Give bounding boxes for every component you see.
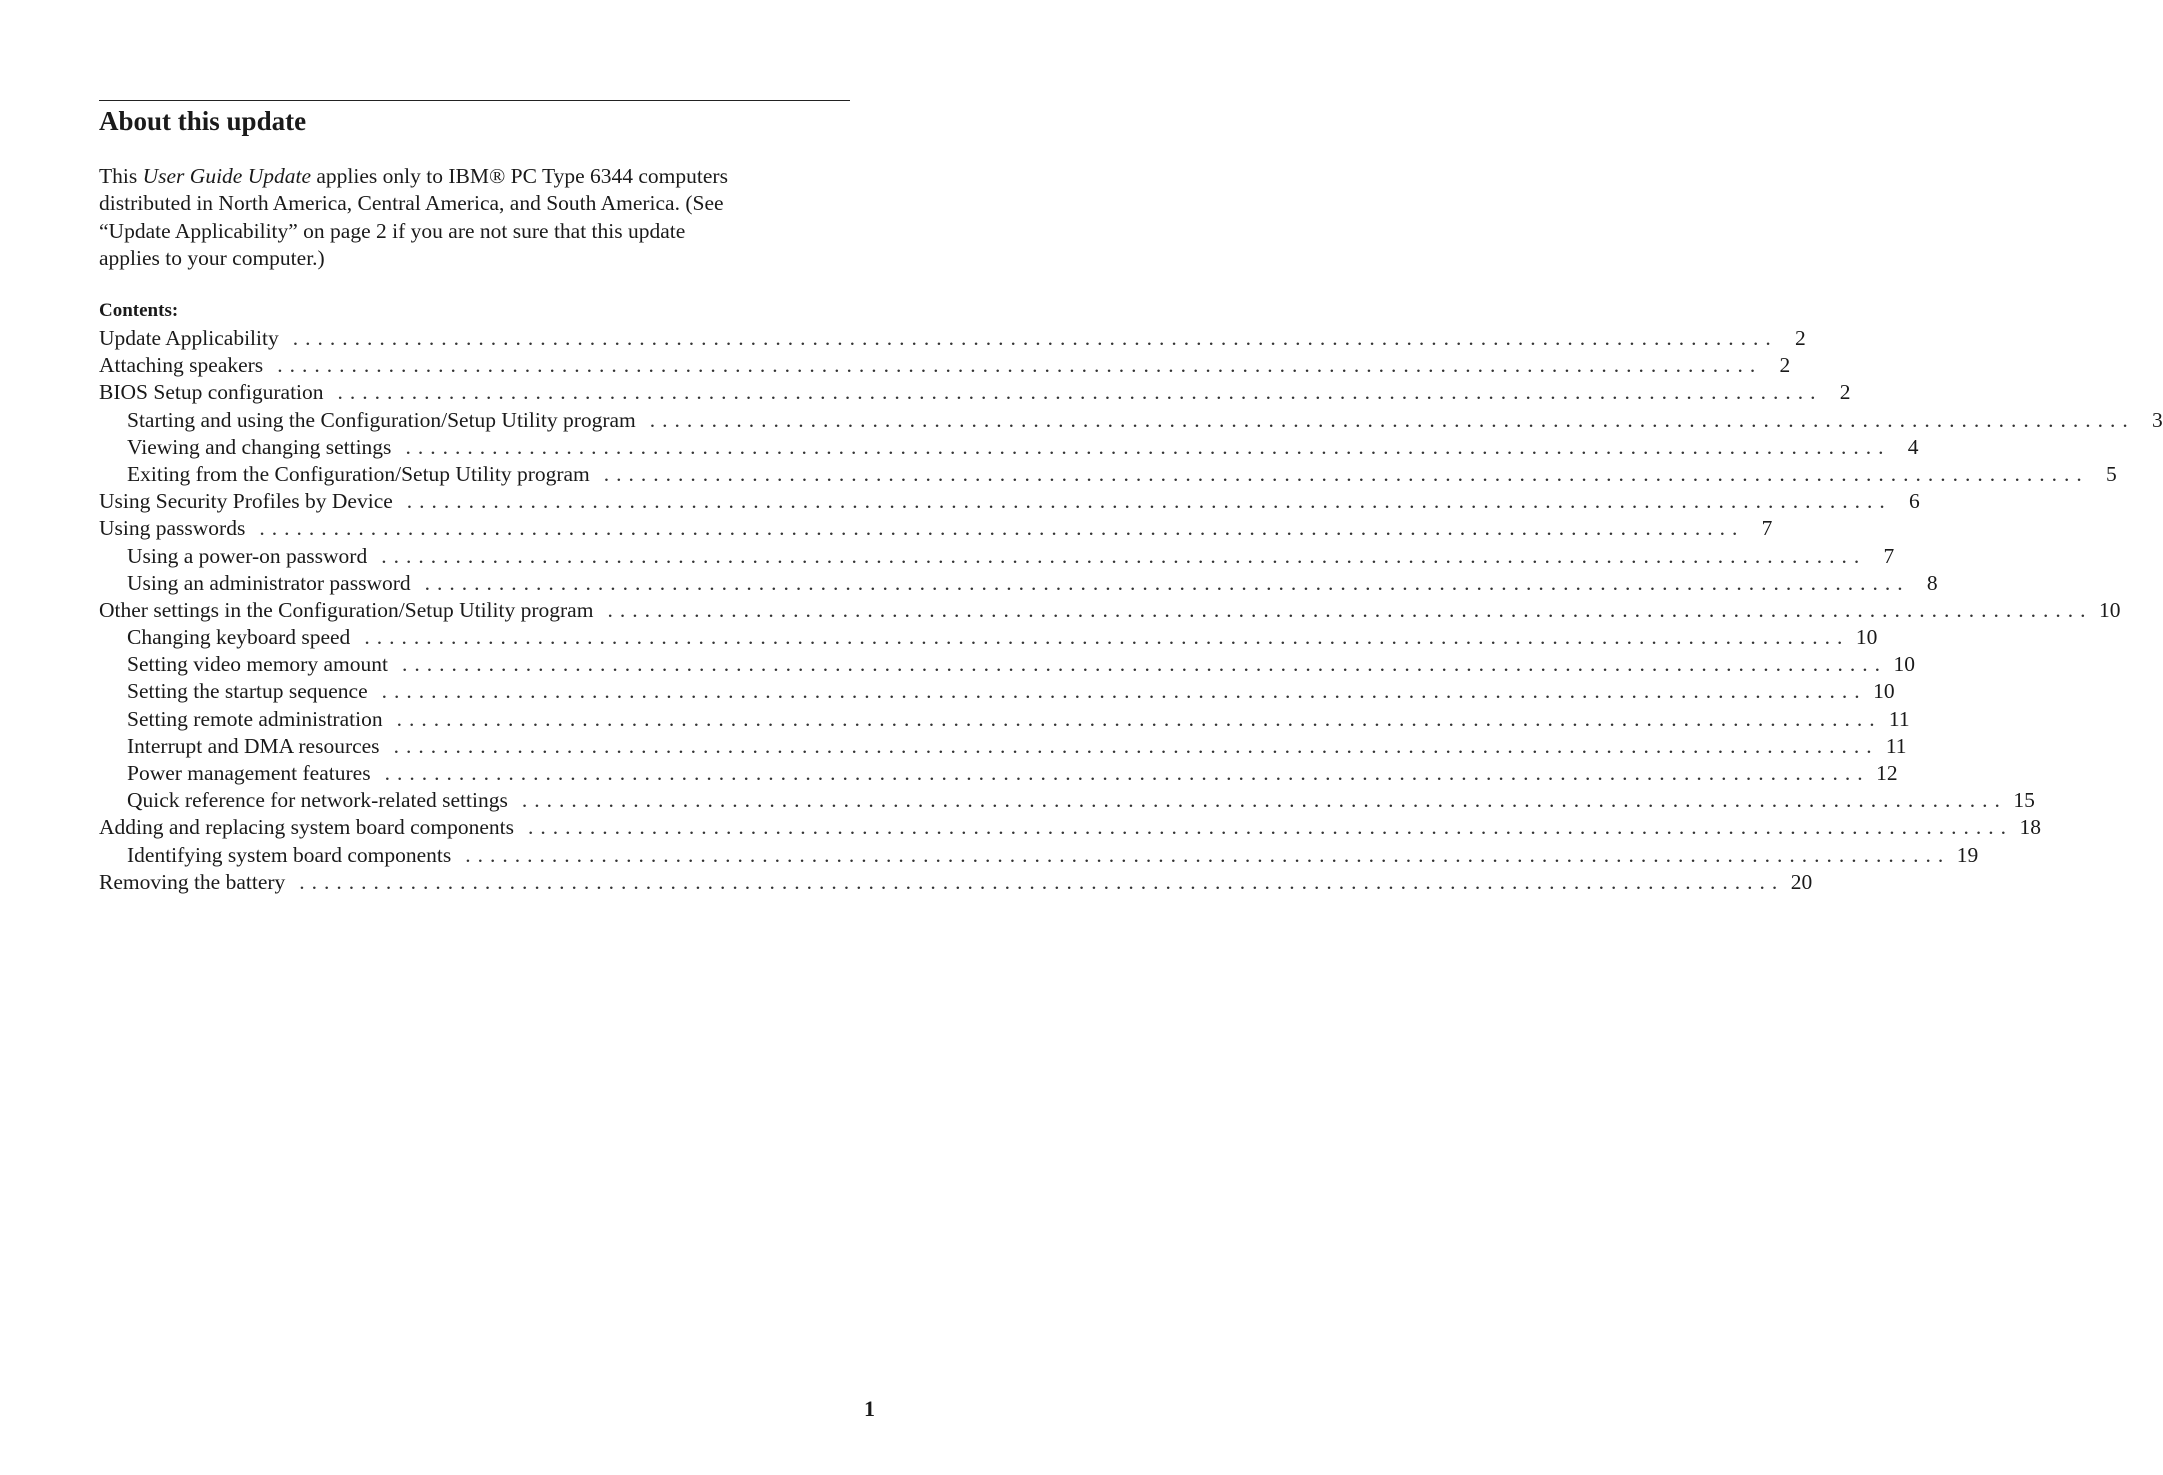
intro-document-title: User Guide Update: [142, 164, 311, 188]
toc-dot-leader: ........................................................................................................................: [607, 597, 2093, 622]
toc-dot-leader: ........................................................................................................................: [381, 679, 1867, 704]
toc-subentry[interactable]: [99, 706, 1910, 733]
toc-entry-page: 11: [1888, 706, 1910, 731]
intro-line-1: [99, 163, 850, 190]
toc-subentry[interactable]: [99, 461, 2117, 488]
toc-dot-leader: ........................................................................................................................: [465, 842, 1951, 867]
toc-entry[interactable]: [99, 597, 2121, 624]
toc-subentry[interactable]: [99, 624, 1878, 651]
table-of-contents: [99, 325, 2163, 896]
intro-line-1-end: applies only to IBM® PC Type 6344 computers: [311, 164, 728, 188]
toc-entry-page: 4: [1907, 434, 1919, 459]
toc-entry-page: 8: [1926, 570, 1938, 595]
toc-entry-title: Identifying system board components: [127, 842, 452, 867]
toc-entry-page: 20: [1790, 869, 1813, 894]
toc-entry-title: Removing the battery: [99, 869, 286, 894]
toc-dot-leader: ........................................................................................................................: [384, 761, 1870, 785]
toc-dot-leader: ........................................................................................................................: [364, 625, 1850, 650]
toc-subentry[interactable]: [99, 570, 1938, 597]
toc-entry-title: Viewing and changing settings: [127, 434, 392, 459]
intro-line-1-start: This: [99, 164, 143, 188]
toc-entry-page: 7: [1761, 516, 1773, 541]
toc-entry[interactable]: [99, 352, 1791, 379]
toc-dot-leader: ........................................................................................................................: [405, 434, 1891, 459]
toc-subentry[interactable]: [99, 842, 1979, 869]
toc-entry-title: Power management features: [127, 761, 371, 785]
toc-entry-page: 2: [1839, 380, 1851, 405]
toc-entry-title: Interrupt and DMA resources: [127, 733, 380, 758]
toc-entry-page: 6: [1909, 489, 1920, 514]
toc-dot-leader: ........................................................................................................................: [406, 489, 1892, 514]
toc-subentry[interactable]: [99, 543, 1895, 570]
toc-subentry[interactable]: [99, 787, 2035, 814]
toc-entry-title: Update Applicability: [99, 326, 279, 350]
toc-dot-leader: ........................................................................................................................: [521, 788, 2007, 813]
toc-dot-leader: ........................................................................................................................: [396, 706, 1882, 731]
toc-entry-title: Using Security Profiles by Device: [99, 489, 393, 514]
toc-dot-leader: ........................................................................................................................: [277, 353, 1763, 378]
heading-rule: [99, 100, 850, 101]
toc-entry-page: 2: [1794, 326, 1806, 350]
toc-entry-title: Other settings in the Configuration/Setup Utility program: [99, 597, 594, 622]
toc-dot-leader: ........................................................................................................................: [259, 516, 1745, 541]
toc-entry-title: Using an administrator password: [127, 570, 411, 595]
toc-entry-title: Setting the startup sequence: [127, 679, 368, 704]
toc-entry-page: 3: [2152, 407, 2163, 432]
toc-entry[interactable]: [99, 869, 1813, 896]
toc-entry-page: 11: [1885, 733, 1907, 758]
toc-subentry[interactable]: [99, 434, 1919, 461]
toc-entry-title: Setting remote administration: [127, 706, 383, 731]
toc-dot-leader: ........................................................................................................................: [649, 407, 2135, 432]
toc-entry-page: 15: [2013, 788, 2035, 813]
toc-entry-title: Setting video memory amount: [127, 652, 388, 677]
toc-entry-page: 19: [1956, 842, 1979, 867]
toc-subentry[interactable]: [99, 760, 1898, 787]
toc-subentry[interactable]: [99, 733, 1907, 760]
toc-entry-page: 10: [1873, 679, 1895, 704]
intro-line-3: “Update Applicability” on page 2 if you are not sure that this update: [99, 218, 686, 243]
toc-entry-page: 5: [2106, 461, 2117, 486]
toc-entry[interactable]: [99, 814, 2041, 841]
toc-dot-leader: ........................................................................................................................: [381, 543, 1867, 568]
toc-dot-leader: ........................................................................................................................: [424, 570, 1910, 595]
toc-dot-leader: ........................................................................................................................: [527, 815, 2013, 840]
toc-entry-title: Adding and replacing system board components: [99, 815, 514, 840]
toc-dot-leader: ........................................................................................................................: [299, 869, 1785, 894]
toc-subentry[interactable]: [99, 678, 1895, 705]
page-number: 1: [864, 1396, 875, 1421]
toc-dot-leader: ........................................................................................................................: [603, 461, 2089, 486]
toc-entry[interactable]: [99, 488, 1920, 515]
toc-entry-page: 10: [1893, 652, 1915, 677]
toc-entry-title: Attaching speakers: [99, 353, 264, 378]
toc-dot-leader: ........................................................................................................................: [337, 380, 1823, 405]
toc-entry-page: 7: [1883, 543, 1895, 568]
toc-subentry[interactable]: [99, 407, 2163, 434]
toc-entry-title: Using passwords: [99, 516, 246, 541]
toc-dot-leader: ........................................................................................................................: [292, 326, 1778, 350]
toc-entry-title: Starting and using the Configuration/Setup Utility program: [127, 407, 636, 432]
toc-entry-page: 10: [1855, 625, 1878, 650]
toc-dot-leader: ........................................................................................................................: [401, 652, 1887, 677]
toc-entry-title: Exiting from the Configuration/Setup Utility program: [127, 461, 590, 486]
contents-label: Contents:: [99, 300, 179, 321]
intro-paragraph: [99, 163, 850, 272]
toc-entry-title: Quick reference for network-related settings: [127, 788, 508, 813]
toc-entry-page: 2: [1779, 353, 1791, 378]
intro-line-4: applies to your computer.): [99, 245, 325, 270]
toc-entry-title: BIOS Setup configuration: [99, 380, 324, 405]
toc-entry-page: 10: [2098, 597, 2121, 622]
toc-subentry[interactable]: [99, 651, 1915, 678]
toc-dot-leader: ........................................................................................................................: [393, 733, 1879, 758]
toc-entry-page: 12: [1876, 761, 1898, 785]
toc-entry[interactable]: [99, 325, 1806, 352]
toc-entry-page: 18: [2019, 815, 2041, 840]
page-heading: About this update: [99, 106, 307, 136]
toc-entry-title: Using a power-on password: [127, 543, 368, 568]
toc-entry[interactable]: [99, 515, 1773, 542]
toc-entry-title: Changing keyboard speed: [127, 625, 351, 650]
toc-entry[interactable]: [99, 379, 1851, 406]
intro-line-2: distributed in North America, Central America, and South America. (See: [99, 191, 724, 216]
